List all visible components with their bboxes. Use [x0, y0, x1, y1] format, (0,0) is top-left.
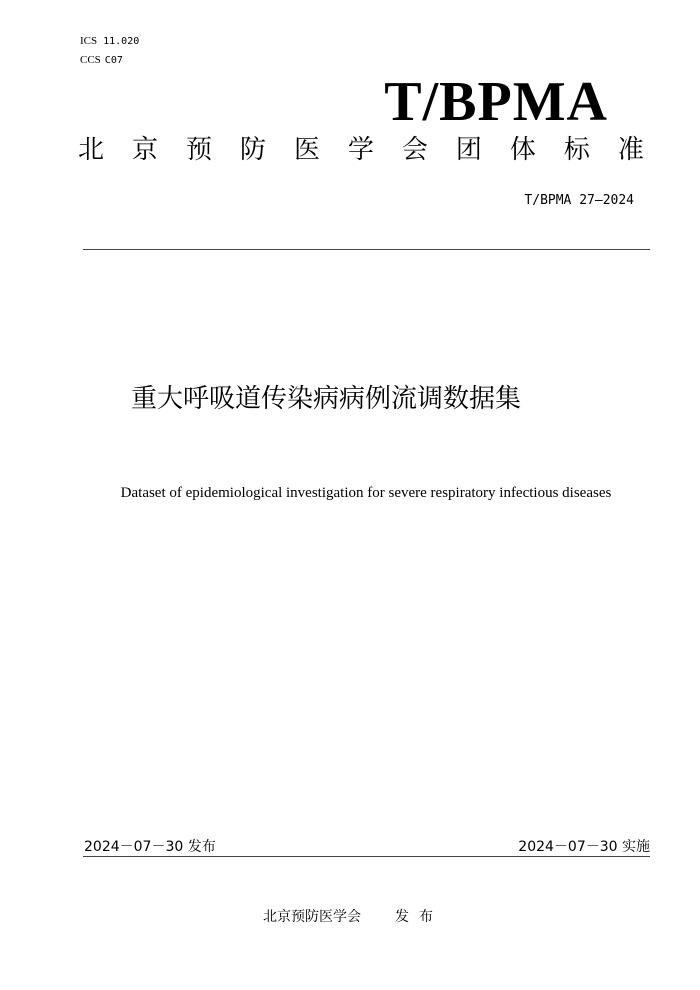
org-char: 学	[347, 135, 374, 165]
ics-code	[80, 35, 139, 47]
org-char: 防	[239, 135, 266, 165]
org-char: 预	[185, 135, 212, 165]
org-char: 体	[509, 135, 536, 165]
ics-label: ICS	[80, 35, 98, 47]
header-divider	[83, 249, 650, 250]
organization-name	[78, 137, 644, 163]
org-char: 标	[563, 135, 590, 165]
standard-logo: T/BPMA	[384, 71, 608, 133]
title-english: Dataset of epidemiological investigation for severe respiratory infectious diseases	[120, 485, 612, 501]
implement-date: 2024－07－30 实施	[518, 839, 650, 855]
issuer-action: 发布	[395, 909, 443, 925]
org-char: 会	[401, 135, 428, 165]
title-chinese: 重大呼吸道传染病病例流调数据集	[130, 384, 521, 414]
standard-number: T/BPMA 27—2024	[524, 193, 634, 208]
ccs-label: CCS	[80, 54, 101, 66]
publish-date: 2024－07－30 发布	[84, 839, 216, 855]
ccs-value: C07	[104, 55, 123, 66]
ics-value: 11.020	[103, 36, 140, 47]
org-char: 京	[131, 135, 158, 165]
issuer-name: 北京预防医学会	[263, 909, 361, 925]
org-char: 准	[617, 135, 644, 165]
ccs-code	[80, 54, 123, 66]
org-char: 团	[455, 135, 482, 165]
org-char: 北	[78, 135, 105, 165]
org-char: 医	[293, 135, 320, 165]
issuer	[263, 906, 443, 926]
footer-divider	[83, 856, 650, 857]
